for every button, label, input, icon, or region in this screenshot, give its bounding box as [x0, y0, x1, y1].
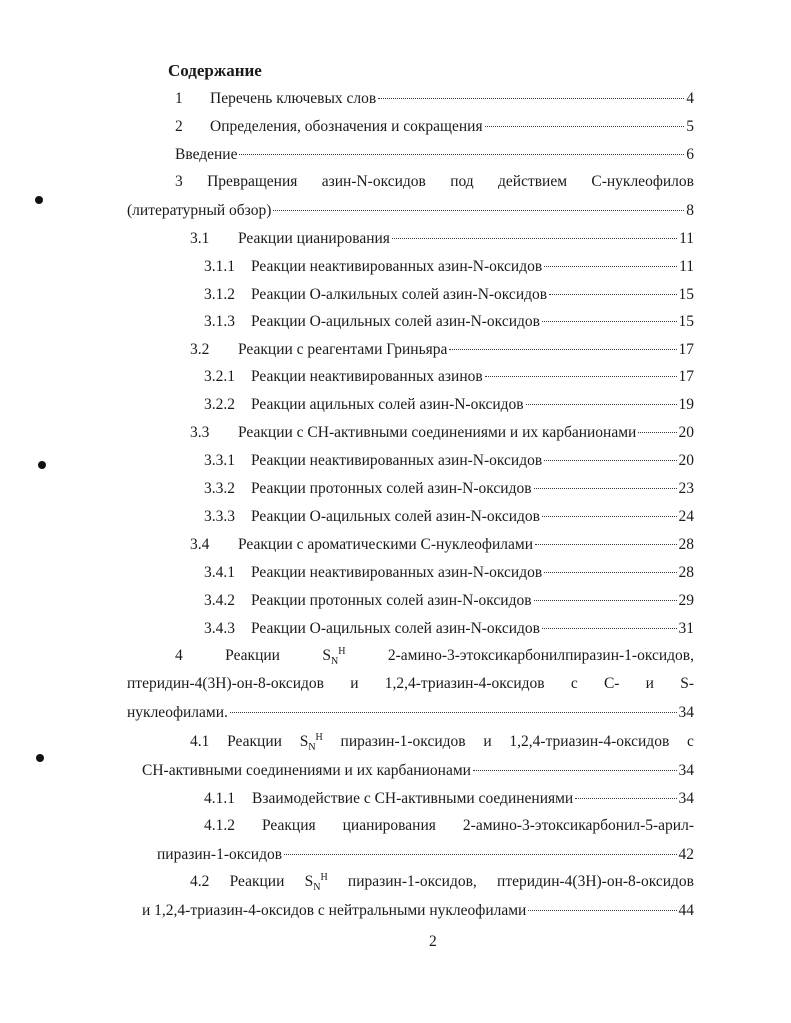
toc-entry[interactable] — [204, 505, 694, 527]
toc-number: 1 — [175, 90, 183, 107]
toc-page: 15 — [678, 313, 694, 330]
toc-entry[interactable] — [204, 449, 694, 471]
toc-entry-line2[interactable] — [127, 199, 694, 221]
toc-page: 6 — [686, 146, 694, 163]
toc-label: Реакции с СН-активными соединениями и их карбанионами — [238, 424, 637, 441]
toc-number: 3.3 — [190, 424, 210, 441]
toc-word: цианирования — [342, 817, 436, 834]
toc-page: 11 — [679, 230, 694, 247]
toc-page: 11 — [679, 258, 694, 275]
toc-entry[interactable] — [204, 310, 694, 332]
toc-entry[interactable] — [204, 283, 694, 305]
toc-page: 34 — [678, 762, 694, 779]
toc-word: пиразин-1-оксидов, — [347, 873, 477, 890]
toc-number: 4.1 — [190, 733, 210, 750]
toc-label: Реакции О-алкильных солей азин-N-оксидов — [251, 286, 548, 303]
toc-entry-line1[interactable] — [175, 171, 694, 193]
toc-word: Реакции — [225, 647, 280, 664]
toc-entry-line2[interactable] — [142, 759, 694, 781]
toc-number: 4.1.2 — [204, 817, 235, 834]
sn-h-symbol: $S_N^H$ — [304, 871, 328, 894]
toc-page: 34 — [678, 704, 694, 721]
toc-label: Определения, обозначения и сокращения — [210, 118, 483, 135]
sn-h-symbol: $S_N^H$ — [299, 731, 323, 754]
toc-number: 3.4.2 — [204, 592, 235, 609]
toc-leader — [284, 839, 676, 855]
toc-entry[interactable] — [175, 115, 694, 137]
toc-entry[interactable] — [204, 561, 694, 583]
binder-hole-mark — [36, 754, 44, 762]
toc-page: 42 — [678, 846, 694, 863]
toc-leader — [378, 83, 684, 99]
toc-number: 3.2.2 — [204, 396, 235, 413]
toc-word: Реакции — [227, 733, 282, 750]
toc-label: Перечень ключевых слов — [210, 90, 377, 107]
binder-hole-mark — [35, 196, 43, 204]
toc-word: с — [687, 733, 694, 750]
toc-label: Реакции с реагентами Гриньяра — [238, 341, 448, 358]
toc-number: 3.4.1 — [204, 564, 235, 581]
toc-entry-line3[interactable] — [127, 701, 694, 723]
toc-word: действием — [498, 173, 568, 190]
toc-page: 20 — [678, 424, 694, 441]
toc-word: и — [483, 733, 492, 750]
toc-word: 2-амино-3-этоксикарбонил-5-арил- — [462, 817, 694, 834]
toc-label: Реакции цианирования — [238, 230, 390, 247]
toc-label: Реакции О-ацильных солей азин-N-оксидов — [251, 620, 540, 637]
toc-entry[interactable] — [190, 338, 694, 360]
toc-entry[interactable] — [204, 589, 694, 611]
toc-leader — [230, 697, 677, 713]
toc-label: Реакции неактивированных азин-N-оксидов — [251, 452, 543, 469]
toc-page: 23 — [678, 480, 694, 497]
toc-page: 29 — [678, 592, 694, 609]
toc-word: 1,2,4-триазин-4-оксидов — [509, 733, 670, 750]
toc-leader — [544, 445, 676, 461]
toc-word: С- — [603, 675, 620, 692]
toc-label: Реакции с ароматическими С-нуклеофилами — [238, 536, 533, 553]
toc-word: азин-N-оксидов — [321, 173, 426, 190]
toc-entry-line1[interactable] — [204, 815, 694, 837]
toc-number: 3.4.3 — [204, 620, 235, 637]
toc-leader — [544, 557, 676, 573]
toc-label: Реакции О-ацильных солей азин-N-оксидов — [251, 313, 540, 330]
sn-h-symbol: $S_N^H$ — [322, 645, 346, 668]
toc-word: Реакция — [262, 817, 316, 834]
toc-label: Реакции ацильных солей азин-N-оксидов — [251, 396, 524, 413]
toc-page: 5 — [686, 118, 694, 135]
toc-page: 4 — [686, 90, 694, 107]
toc-number: 3.1 — [190, 230, 210, 247]
toc-page: 17 — [678, 368, 694, 385]
toc-page: 28 — [678, 564, 694, 581]
toc-entry-line2[interactable] — [157, 843, 694, 865]
toc-entry[interactable] — [204, 617, 694, 639]
toc-page: 28 — [678, 536, 694, 553]
toc-entry[interactable] — [190, 421, 694, 443]
toc-page: 44 — [678, 902, 694, 919]
toc-entry[interactable] — [204, 255, 694, 277]
toc-leader — [473, 755, 677, 771]
toc-leader — [449, 334, 676, 350]
toc-number: 4.2 — [190, 873, 210, 890]
toc-leader — [542, 613, 677, 629]
toc-label: Введение — [175, 146, 238, 163]
toc-number: 2 — [175, 118, 183, 135]
toc-label: и 1,2,4-триазин-4-оксидов с нейтральными нуклеофилами — [142, 902, 527, 919]
toc-entry-line1[interactable] — [175, 645, 694, 667]
toc-leader — [638, 417, 676, 433]
toc-number: 3.2.1 — [204, 368, 235, 385]
toc-number: 3.2 — [190, 341, 210, 358]
toc-word: S- — [680, 675, 694, 692]
toc-entry[interactable] — [175, 143, 694, 165]
toc-page: 31 — [678, 620, 694, 637]
toc-word: 1,2,4-триазин-4-оксидов — [384, 675, 545, 692]
toc-entry[interactable] — [190, 533, 694, 555]
toc-word: и — [645, 675, 654, 692]
toc-leader — [542, 306, 677, 322]
toc-word: Превращения — [207, 173, 298, 190]
toc-number: 3.1.1 — [204, 258, 235, 275]
toc-word: пиразин-1-оксидов — [340, 733, 466, 750]
toc-entry-line1[interactable] — [190, 731, 694, 753]
toc-entry[interactable] — [204, 477, 694, 499]
toc-word: под — [450, 173, 474, 190]
toc-entry[interactable] — [204, 365, 694, 387]
toc-number: 4.1.1 — [204, 790, 235, 807]
toc-number: 3.4 — [190, 536, 210, 553]
toc-entry[interactable] — [204, 393, 694, 415]
toc-label: (литературный обзор) — [127, 202, 272, 219]
toc-word: С-нуклеофилов — [591, 173, 694, 190]
toc-page: 17 — [678, 341, 694, 358]
toc-leader — [485, 111, 685, 127]
toc-page: 15 — [678, 286, 694, 303]
toc-label: Взаимодействие с СН-активными соединениями — [252, 790, 574, 807]
toc-word: и — [350, 675, 359, 692]
toc-leader — [535, 529, 677, 545]
toc-label: Реакции неактивированных азин-N-оксидов — [251, 564, 543, 581]
toc-word: Реакции — [229, 873, 285, 890]
toc-leader — [392, 223, 677, 239]
toc-entry[interactable] — [175, 87, 694, 109]
toc-entry-line1[interactable] — [190, 871, 694, 893]
toc-leader — [526, 389, 677, 405]
toc-entry[interactable] — [204, 787, 694, 809]
toc-leader — [549, 279, 676, 295]
toc-word: с — [570, 675, 578, 692]
toc-word: птеридин-4(3Н)-он-8-оксидов — [127, 675, 324, 692]
toc-word: 2-амино-3-этоксикарбонилпиразин-1-оксидов, — [387, 647, 694, 664]
toc-label: нуклеофилами. — [127, 704, 228, 721]
toc-label: Реакции неактивированных азин-N-оксидов — [251, 258, 543, 275]
toc-page: 34 — [678, 790, 694, 807]
toc-number: 3.1.2 — [204, 286, 235, 303]
toc-page: 24 — [678, 508, 694, 525]
toc-leader — [528, 895, 676, 911]
toc-leader — [273, 195, 684, 211]
toc-leader — [575, 783, 676, 799]
toc-entry[interactable] — [190, 227, 694, 249]
page-title: Содержание — [168, 61, 262, 80]
toc-leader — [485, 361, 677, 377]
toc-label: Реакции протонных солей азин-N-оксидов — [251, 480, 532, 497]
toc-entry-line2[interactable] — [127, 673, 694, 695]
toc-leader — [534, 585, 677, 601]
binder-hole-mark — [38, 461, 46, 469]
page-number: 2 — [429, 933, 437, 950]
toc-number: 3.3.1 — [204, 452, 235, 469]
toc-page: 8 — [686, 202, 694, 219]
toc-number: 3.1.3 — [204, 313, 235, 330]
toc-number: 3.3.2 — [204, 480, 235, 497]
toc-leader — [534, 473, 677, 489]
toc-number: 3 — [175, 173, 183, 190]
toc-label: Реакции неактивированных азинов — [251, 368, 483, 385]
toc-entry-line2[interactable] — [142, 899, 694, 921]
toc-page: 19 — [678, 396, 694, 413]
toc-leader — [239, 139, 684, 155]
toc-label: Реакции О-ацильных солей азин-N-оксидов — [251, 508, 540, 525]
toc-leader — [544, 251, 677, 267]
toc-word: птеридин-4(3Н)-он-8-оксидов — [497, 873, 694, 890]
toc-number: 4 — [175, 647, 183, 664]
toc-leader — [542, 501, 677, 517]
toc-page: 20 — [678, 452, 694, 469]
toc-label: Реакции протонных солей азин-N-оксидов — [251, 592, 532, 609]
toc-label: СН-активными соединениями и их карбанионами — [142, 762, 471, 779]
toc-label: пиразин-1-оксидов — [157, 846, 283, 863]
toc-number: 3.3.3 — [204, 508, 235, 525]
